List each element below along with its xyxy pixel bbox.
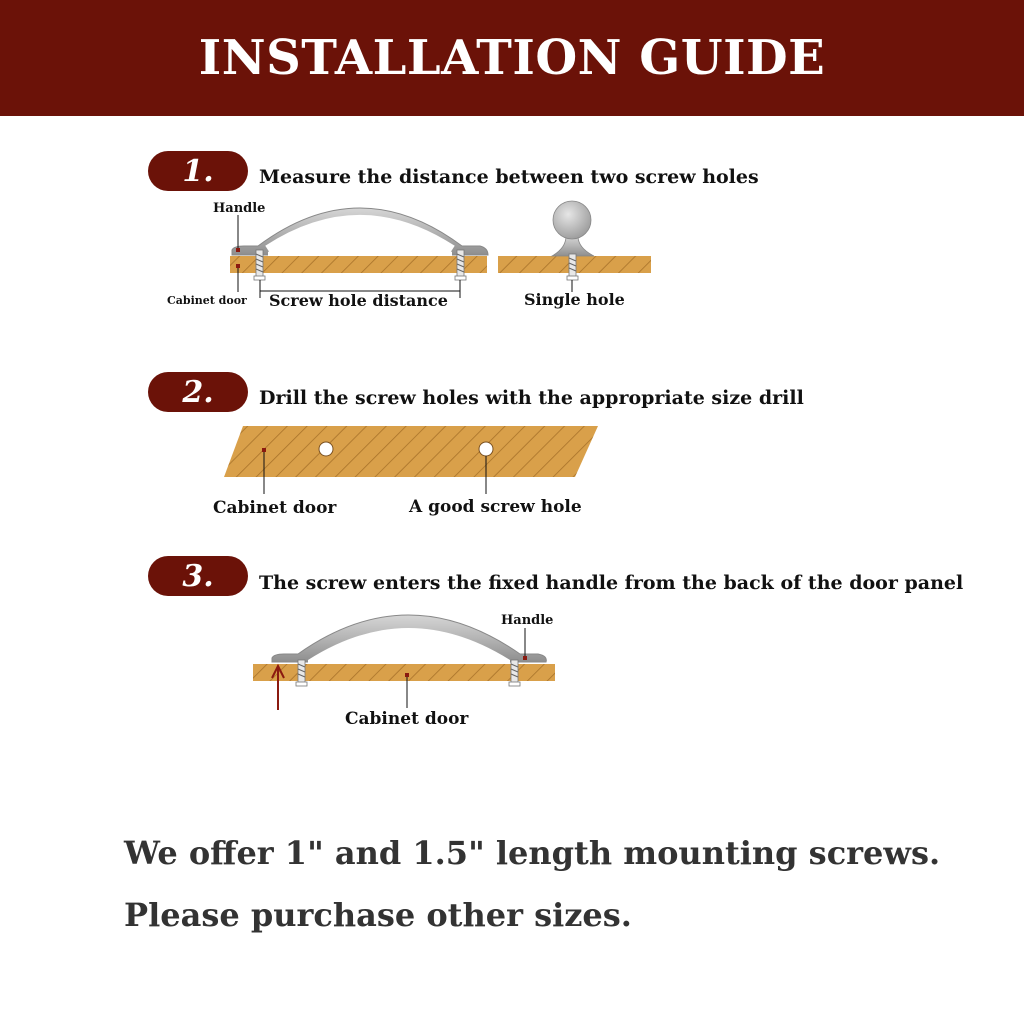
screw-hole-distance-label: Screw hole distance	[269, 291, 448, 310]
screw-left	[296, 660, 307, 686]
step-2-badge: 2.	[148, 372, 248, 412]
cabinet-door-label: Cabinet door	[167, 294, 247, 307]
step-3-badge: 3.	[148, 556, 248, 596]
handle-marker	[523, 656, 527, 660]
cabinet-door-label: Cabinet door	[345, 709, 469, 729]
cabinet-door-label: Cabinet door	[213, 498, 337, 518]
handle-label: Handle	[501, 613, 554, 628]
single-hole-label: Single hole	[524, 290, 625, 309]
door-marker	[405, 673, 409, 677]
screw-right	[509, 660, 520, 686]
handle-label: Handle	[213, 201, 266, 216]
step-1-text: Measure the distance between two screw holes	[259, 166, 759, 188]
step-2-text: Drill the screw holes with the appropriate size drill	[259, 387, 804, 409]
step-3-text: The screw enters the fixed handle from the back of the door panel	[259, 572, 964, 594]
insert-arrow	[272, 666, 284, 710]
good-screw-hole-label: A good screw hole	[409, 497, 582, 517]
step-1-badge: 1.	[148, 151, 248, 191]
page-title: INSTALLATION GUIDE	[198, 30, 826, 86]
purchase-note: Please purchase other sizes.	[124, 896, 632, 934]
screw-length-note: We offer 1" and 1.5" length mounting screws.	[124, 834, 941, 872]
